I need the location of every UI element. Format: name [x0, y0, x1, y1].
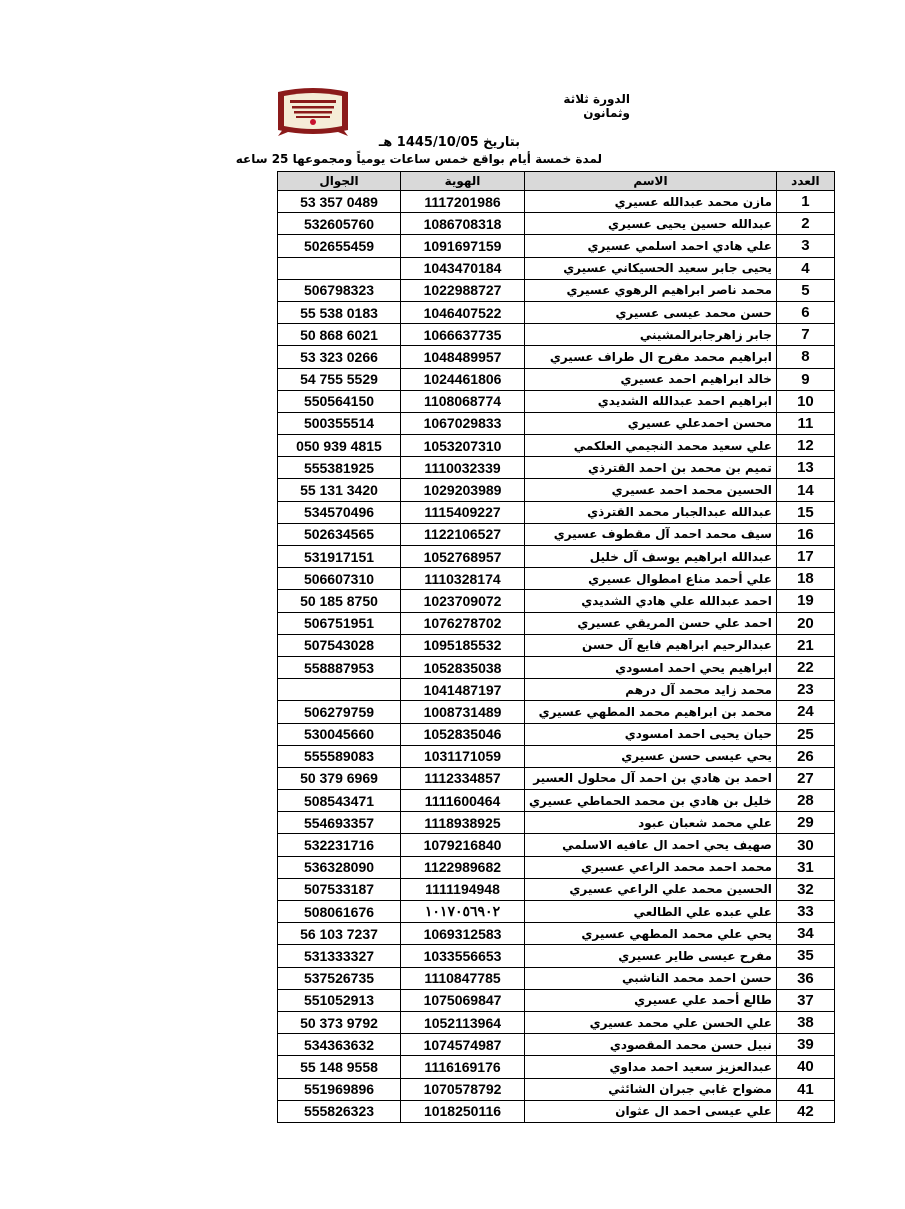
table-row	[278, 834, 835, 856]
cell-number: 8	[776, 346, 834, 368]
cell-id: 1029203989	[401, 479, 525, 501]
cell-id: 1023709072	[401, 590, 525, 612]
cell-id: 1033556653	[401, 945, 525, 967]
cell-number: 35	[776, 945, 834, 967]
cell-phone: 502655459	[278, 235, 401, 257]
cell-number: 17	[776, 546, 834, 568]
table-row	[278, 479, 835, 501]
cell-name: علي هادي احمد اسلمي عسيري	[525, 235, 777, 257]
cell-id: 1086708318	[401, 213, 525, 235]
table-row	[278, 1011, 835, 1033]
cell-name: ابراهيم احمد عبدالله الشديدي	[525, 390, 777, 412]
course-title: الدورة ثلاثة وثمانون	[563, 92, 630, 120]
cell-id: 1043470184	[401, 257, 525, 279]
cell-name: محمد احمد محمد الراعي عسيري	[525, 856, 777, 878]
cell-number: 1	[776, 191, 834, 213]
cell-name: ابراهيم محمد مفرح ال طراف عسيري	[525, 346, 777, 368]
cell-phone	[278, 257, 401, 279]
cell-id: 1031171059	[401, 745, 525, 767]
cell-name: صهيف يحي احمد ال عافيه الاسلمي	[525, 834, 777, 856]
cell-number: 23	[776, 679, 834, 701]
cell-id: 1074574987	[401, 1034, 525, 1056]
cell-phone: 50 868 6021	[278, 324, 401, 346]
table-row	[278, 612, 835, 634]
cell-number: 11	[776, 412, 834, 434]
column-header-phone: الجوال	[278, 172, 401, 191]
cell-number: 7	[776, 324, 834, 346]
cell-number: 6	[776, 301, 834, 323]
cell-id: 1041487197	[401, 679, 525, 701]
course-duration: لمدة خمسة أيام بواقع خمس ساعات يومياً ومجموعها 25 ساعه	[235, 152, 602, 166]
cell-phone: 53 357 0489	[278, 191, 401, 213]
cell-phone: 502634565	[278, 523, 401, 545]
cell-id: 1108068774	[401, 390, 525, 412]
cell-name: ابراهيم يحي احمد امسودي	[525, 656, 777, 678]
cell-number: 25	[776, 723, 834, 745]
course-date: بتاريخ 1445/10/05 هـ	[378, 135, 520, 150]
cell-number: 34	[776, 923, 834, 945]
table-row	[278, 856, 835, 878]
cell-number: 33	[776, 901, 834, 923]
cell-phone: 534570496	[278, 501, 401, 523]
cell-phone: 50 373 9792	[278, 1011, 401, 1033]
cell-phone	[278, 679, 401, 701]
cell-name: سيف محمد احمد آل مقطوف عسيري	[525, 523, 777, 545]
cell-phone: 536328090	[278, 856, 401, 878]
table-row	[278, 767, 835, 789]
cell-phone: 50 185 8750	[278, 590, 401, 612]
cell-name: احمد علي حسن المريقي عسيري	[525, 612, 777, 634]
cell-id: 1079216840	[401, 834, 525, 856]
table-row	[278, 945, 835, 967]
cell-number: 9	[776, 368, 834, 390]
cell-phone: 50 379 6969	[278, 767, 401, 789]
cell-phone: 53 323 0266	[278, 346, 401, 368]
cell-id: 1110032339	[401, 457, 525, 479]
cell-number: 41	[776, 1078, 834, 1100]
cell-name: محمد ناصر ابراهيم الرهوي عسيري	[525, 279, 777, 301]
cell-phone: 506607310	[278, 568, 401, 590]
cell-id: 1112334857	[401, 767, 525, 789]
table-row	[278, 191, 835, 213]
cell-phone: 551052913	[278, 989, 401, 1011]
cell-phone: 506279759	[278, 701, 401, 723]
cell-number: 30	[776, 834, 834, 856]
table-row	[278, 634, 835, 656]
table-row	[278, 412, 835, 434]
table-row	[278, 745, 835, 767]
table-row	[278, 501, 835, 523]
cell-phone: 506798323	[278, 279, 401, 301]
cell-id: 1069312583	[401, 923, 525, 945]
table-row	[278, 546, 835, 568]
cell-phone: 55 538 0183	[278, 301, 401, 323]
table-row	[278, 878, 835, 900]
participants-table	[277, 171, 835, 1123]
cell-name: تميم بن محمد بن احمد القترذي	[525, 457, 777, 479]
cell-name: خليل بن هادي بن محمد الحماطي عسيري	[525, 790, 777, 812]
column-header-id: الهوية	[401, 172, 525, 191]
table-row	[278, 1056, 835, 1078]
cell-id: 1070578792	[401, 1078, 525, 1100]
cell-number: 36	[776, 967, 834, 989]
cell-name: مفرح عيسى طاير عسيري	[525, 945, 777, 967]
cell-phone: 532605760	[278, 213, 401, 235]
cell-name: حسن محمد عيسى عسيري	[525, 301, 777, 323]
cell-name: عبدالله حسين يحيى عسيري	[525, 213, 777, 235]
cell-number: 29	[776, 812, 834, 834]
cell-id: 1111194948	[401, 878, 525, 900]
table-row	[278, 1100, 835, 1122]
cell-name: نبيل حسن محمد المقصودي	[525, 1034, 777, 1056]
cell-phone: 537526735	[278, 967, 401, 989]
cell-phone: 558887953	[278, 656, 401, 678]
cell-phone: 506751951	[278, 612, 401, 634]
organization-logo	[274, 86, 352, 138]
cell-number: 37	[776, 989, 834, 1011]
cell-phone: 555589083	[278, 745, 401, 767]
table-row	[278, 279, 835, 301]
table-row	[278, 701, 835, 723]
table-row	[278, 590, 835, 612]
cell-name: علي سعيد محمد النجيمي العلكمي	[525, 435, 777, 457]
table-row	[278, 301, 835, 323]
column-header-name: الاسم	[525, 172, 777, 191]
cell-name: يحي علي محمد المطهي عسيري	[525, 923, 777, 945]
cell-phone: 55 131 3420	[278, 479, 401, 501]
cell-id: 1117201986	[401, 191, 525, 213]
cell-id: 1052113964	[401, 1011, 525, 1033]
cell-number: 40	[776, 1056, 834, 1078]
cell-id: 1110328174	[401, 568, 525, 590]
cell-number: 15	[776, 501, 834, 523]
cell-id: 1111600464	[401, 790, 525, 812]
cell-name: حيان يحيى احمد امسودي	[525, 723, 777, 745]
cell-number: 19	[776, 590, 834, 612]
cell-name: احمد بن هادي بن احمد آل محلول العسير	[525, 767, 777, 789]
cell-name: يحي عيسى حسن عسيري	[525, 745, 777, 767]
cell-phone: 550564150	[278, 390, 401, 412]
cell-name: جابر زاهرجابرالمشيني	[525, 324, 777, 346]
cell-id: 1122106527	[401, 523, 525, 545]
cell-name: عبدالرحيم ابراهيم فايع آل حسن	[525, 634, 777, 656]
table-header-row	[278, 172, 835, 191]
table-row	[278, 989, 835, 1011]
cell-phone: 555381925	[278, 457, 401, 479]
cell-name: حسن احمد محمد الناشبي	[525, 967, 777, 989]
cell-id: 1052835046	[401, 723, 525, 745]
cell-phone: 534363632	[278, 1034, 401, 1056]
cell-name: خالد ابراهيم احمد عسيري	[525, 368, 777, 390]
cell-number: 39	[776, 1034, 834, 1056]
cell-id: 1052835038	[401, 656, 525, 678]
cell-phone: 507533187	[278, 878, 401, 900]
table-row	[278, 656, 835, 678]
cell-id: 1115409227	[401, 501, 525, 523]
cell-name: احمد عبدالله علي هادي الشديدي	[525, 590, 777, 612]
cell-name: محسن احمدعلي عسيري	[525, 412, 777, 434]
cell-name: عبدالعزيز سعيد احمد مداوي	[525, 1056, 777, 1078]
cell-id: ١٠١٧٠٥٦٩٠٢	[401, 901, 525, 923]
cell-name: علي محمد شعبان عبود	[525, 812, 777, 834]
cell-id: 1008731489	[401, 701, 525, 723]
table-row	[278, 790, 835, 812]
cell-number: 12	[776, 435, 834, 457]
table-row	[278, 523, 835, 545]
table-row	[278, 679, 835, 701]
cell-number: 28	[776, 790, 834, 812]
cell-name: مازن محمد عبدالله عسيري	[525, 191, 777, 213]
cell-id: 1022988727	[401, 279, 525, 301]
table-row	[278, 901, 835, 923]
table-row	[278, 346, 835, 368]
cell-name: علي أحمد مناع امطوال عسيري	[525, 568, 777, 590]
cell-phone: 050 939 4815	[278, 435, 401, 457]
cell-name: محمد زايد محمد آل درهم	[525, 679, 777, 701]
cell-phone: 551969896	[278, 1078, 401, 1100]
cell-phone: 554693357	[278, 812, 401, 834]
cell-number: 21	[776, 634, 834, 656]
column-header-number: العدد	[776, 172, 834, 191]
cell-name: عبدالله ابراهيم يوسف آل خليل	[525, 546, 777, 568]
table-row	[278, 568, 835, 590]
cell-name: علي عبده علي الطالعي	[525, 901, 777, 923]
cell-name: الحسين محمد احمد عسيري	[525, 479, 777, 501]
cell-id: 1046407522	[401, 301, 525, 323]
cell-number: 38	[776, 1011, 834, 1033]
cell-phone: 532231716	[278, 834, 401, 856]
cell-phone: 555826323	[278, 1100, 401, 1122]
cell-id: 1116169176	[401, 1056, 525, 1078]
cell-id: 1095185532	[401, 634, 525, 656]
cell-id: 1048489957	[401, 346, 525, 368]
cell-number: 14	[776, 479, 834, 501]
cell-number: 24	[776, 701, 834, 723]
cell-number: 4	[776, 257, 834, 279]
table-row	[278, 923, 835, 945]
table-row	[278, 324, 835, 346]
cell-number: 42	[776, 1100, 834, 1122]
cell-id: 1053207310	[401, 435, 525, 457]
table-row	[278, 257, 835, 279]
table-row	[278, 1034, 835, 1056]
cell-id: 1018250116	[401, 1100, 525, 1122]
cell-id: 1024461806	[401, 368, 525, 390]
cell-id: 1052768957	[401, 546, 525, 568]
cell-number: 32	[776, 878, 834, 900]
cell-phone: 531333327	[278, 945, 401, 967]
table-row	[278, 1078, 835, 1100]
table-row	[278, 390, 835, 412]
cell-id: 1091697159	[401, 235, 525, 257]
table-row	[278, 812, 835, 834]
cell-number: 27	[776, 767, 834, 789]
cell-id: 1122989682	[401, 856, 525, 878]
table-row	[278, 435, 835, 457]
cell-phone: 55 148 9558	[278, 1056, 401, 1078]
cell-id: 1066637735	[401, 324, 525, 346]
cell-name: الحسين محمد علي الراعي عسيري	[525, 878, 777, 900]
cell-id: 1067029833	[401, 412, 525, 434]
cell-number: 3	[776, 235, 834, 257]
cell-name: علي الحسن علي محمد عسيري	[525, 1011, 777, 1033]
cell-id: 1076278702	[401, 612, 525, 634]
cell-number: 31	[776, 856, 834, 878]
cell-id: 1110847785	[401, 967, 525, 989]
cell-phone: 531917151	[278, 546, 401, 568]
table-row	[278, 457, 835, 479]
cell-number: 22	[776, 656, 834, 678]
cell-number: 26	[776, 745, 834, 767]
cell-phone: 500355514	[278, 412, 401, 434]
cell-number: 20	[776, 612, 834, 634]
cell-number: 10	[776, 390, 834, 412]
cell-number: 16	[776, 523, 834, 545]
cell-number: 5	[776, 279, 834, 301]
table-row	[278, 967, 835, 989]
cell-number: 18	[776, 568, 834, 590]
cell-phone: 56 103 7237	[278, 923, 401, 945]
cell-id: 1075069847	[401, 989, 525, 1011]
table-row	[278, 723, 835, 745]
table-row	[278, 213, 835, 235]
table-row	[278, 368, 835, 390]
cell-name: يحيى جابر سعيد الحسيكاني عسيري	[525, 257, 777, 279]
cell-number: 13	[776, 457, 834, 479]
cell-name: طالع أحمد علي عسيري	[525, 989, 777, 1011]
cell-phone: 54 755 5529	[278, 368, 401, 390]
cell-name: عبدالله عبدالجبار محمد القترذي	[525, 501, 777, 523]
cell-phone: 530045660	[278, 723, 401, 745]
cell-phone: 507543028	[278, 634, 401, 656]
cell-phone: 508061676	[278, 901, 401, 923]
cell-number: 2	[776, 213, 834, 235]
cell-phone: 508543471	[278, 790, 401, 812]
cell-name: محمد بن ابراهيم محمد المطهي عسيري	[525, 701, 777, 723]
table-row	[278, 235, 835, 257]
cell-id: 1118938925	[401, 812, 525, 834]
cell-name: مضواح غابي جبران الشائثي	[525, 1078, 777, 1100]
cell-name: علي عيسى احمد ال عثوان	[525, 1100, 777, 1122]
